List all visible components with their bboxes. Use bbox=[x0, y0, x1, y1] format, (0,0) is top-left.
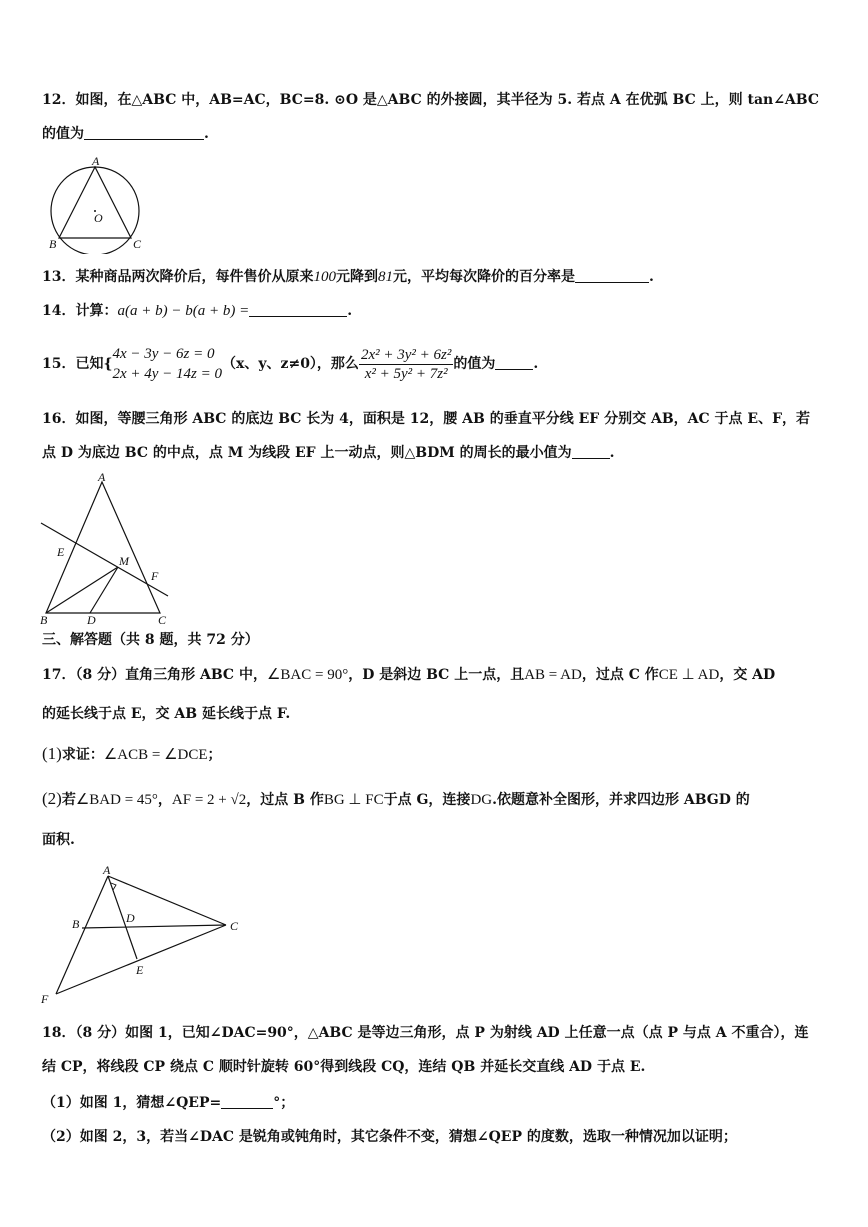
q17-line-1: 17．（8 分）直角三角形 ABC 中，∠BAC = 90°，D 是斜边 BC 上一点，且AB = AD，过点 C 作CE ⊥ AD，交 AD bbox=[42, 667, 776, 683]
q12-circle-figure bbox=[45, 154, 145, 254]
q18-part-1: （1）如图 1，猜想∠QEP= °； bbox=[42, 1095, 295, 1111]
label-d: D bbox=[87, 613, 96, 627]
q14-line: 14．计算：a(a + b) − b(a + b) = . bbox=[42, 303, 353, 319]
label-a: A bbox=[103, 863, 111, 877]
label-e: E bbox=[136, 963, 144, 977]
label-b: B bbox=[40, 613, 48, 627]
equation-system: 4x − 3y − 6z = 0 2x + 4y − 14z = 0 bbox=[112, 346, 223, 382]
q17-part-1: (1)求证：∠ACB = ∠DCE； bbox=[42, 744, 222, 763]
label-e: E bbox=[57, 545, 65, 559]
answer-blank bbox=[249, 302, 347, 317]
circle-triangle-diagram bbox=[45, 154, 145, 254]
q18-line-1: 18．（8 分）如图 1，已知∠DAC=90°，△ABC 是等边三角形，点 P 为射线 AD 上任意一点（点 P 与点 A 不重合），连 bbox=[42, 1025, 809, 1041]
q12-line-2: 的值为 . bbox=[42, 126, 209, 142]
section-heading: 三、解答题（共 8 题，共 72 分） bbox=[42, 632, 259, 648]
q17-part-2: (2)若∠BAD = 45°，AF = 2 + √2，过点 B 作BG ⊥ FC于点 G，连接DG.依题意补全图形，并求四边形 ABGD 的 bbox=[42, 789, 750, 808]
q12-line-1 bbox=[42, 90, 819, 110]
label-b: B bbox=[49, 237, 57, 251]
q12-prompt: 的值为 bbox=[42, 126, 84, 142]
q16-triangle-figure bbox=[38, 470, 188, 628]
label-c: C bbox=[158, 613, 167, 627]
isosceles-triangle-diagram bbox=[38, 470, 188, 628]
q15-line: 15．已知{ 4x − 3y − 6z = 0 2x + 4y − 14z = 0 （x、y、z≠0），那么 $\frac{\text{2x² + 3y² + 6z²}}{\text{x² + 5y² + 7z²}}$ 的值为 . bbox=[42, 346, 539, 382]
label-a: A bbox=[92, 154, 100, 168]
answer-blank bbox=[572, 444, 610, 459]
fraction: $\frac{\text{2x² + 3y² + 6z²}}{\text{x² + 5y² + 7z²}}$ bbox=[360, 346, 452, 382]
label-o: O bbox=[94, 211, 103, 225]
q18-line-2: 结 CP，将线段 CP 绕点 C 顺时针旋转 60°得到线段 CQ，连结 QB 并延长交直线 AD 于点 E. bbox=[42, 1059, 646, 1075]
label-b: B bbox=[72, 917, 80, 931]
label-m: M bbox=[119, 554, 129, 568]
label-f: F bbox=[41, 992, 49, 1006]
q18-part-2: （2）如图 2，3，若当∠DAC 是锐角或钝角时，其它条件不变，猜想∠QEP 的度数，选取一种情况加以证明； bbox=[42, 1129, 737, 1145]
q12-text: 12．如图，在△ABC 中，AB=AC，BC=8. ⊙O 是△ABC 的外接圆，其半径为 5. 若点 A 在优弧 BC 上，则 tan∠ABC bbox=[42, 92, 820, 108]
q14-expression: a(a + b) − b(a + b) = bbox=[117, 303, 250, 319]
label-f: F bbox=[151, 569, 159, 583]
label-d: D bbox=[126, 911, 135, 925]
label-c: C bbox=[230, 919, 239, 933]
q17-part-2-line-2: 面积. bbox=[42, 832, 75, 848]
right-triangle-diagram bbox=[36, 862, 246, 1007]
label-c: C bbox=[133, 237, 142, 251]
q16-line-2: 点 D 为底边 BC 的中点，点 M 为线段 EF 上一动点，则△BDM 的周长的最小值为 . bbox=[42, 445, 615, 461]
q17-line-2: 的延长线于点 E，交 AB 延长线于点 F. bbox=[42, 706, 291, 722]
q13-line: 13．某种商品两次降价后，每件售价从原来100元降到81元，平均每次降价的百分率是 . bbox=[42, 269, 654, 285]
answer-blank bbox=[495, 355, 533, 370]
q17-triangle-figure bbox=[36, 862, 246, 1007]
answer-blank bbox=[84, 125, 204, 140]
label-a: A bbox=[98, 470, 106, 484]
q16-line-1: 16．如图，等腰三角形 ABC 的底边 BC 长为 4，面积是 12，腰 AB 的垂直平分线 EF 分别交 AB，AC 于点 E、F，若 bbox=[42, 411, 811, 427]
answer-blank bbox=[575, 268, 649, 283]
answer-blank bbox=[221, 1094, 273, 1109]
